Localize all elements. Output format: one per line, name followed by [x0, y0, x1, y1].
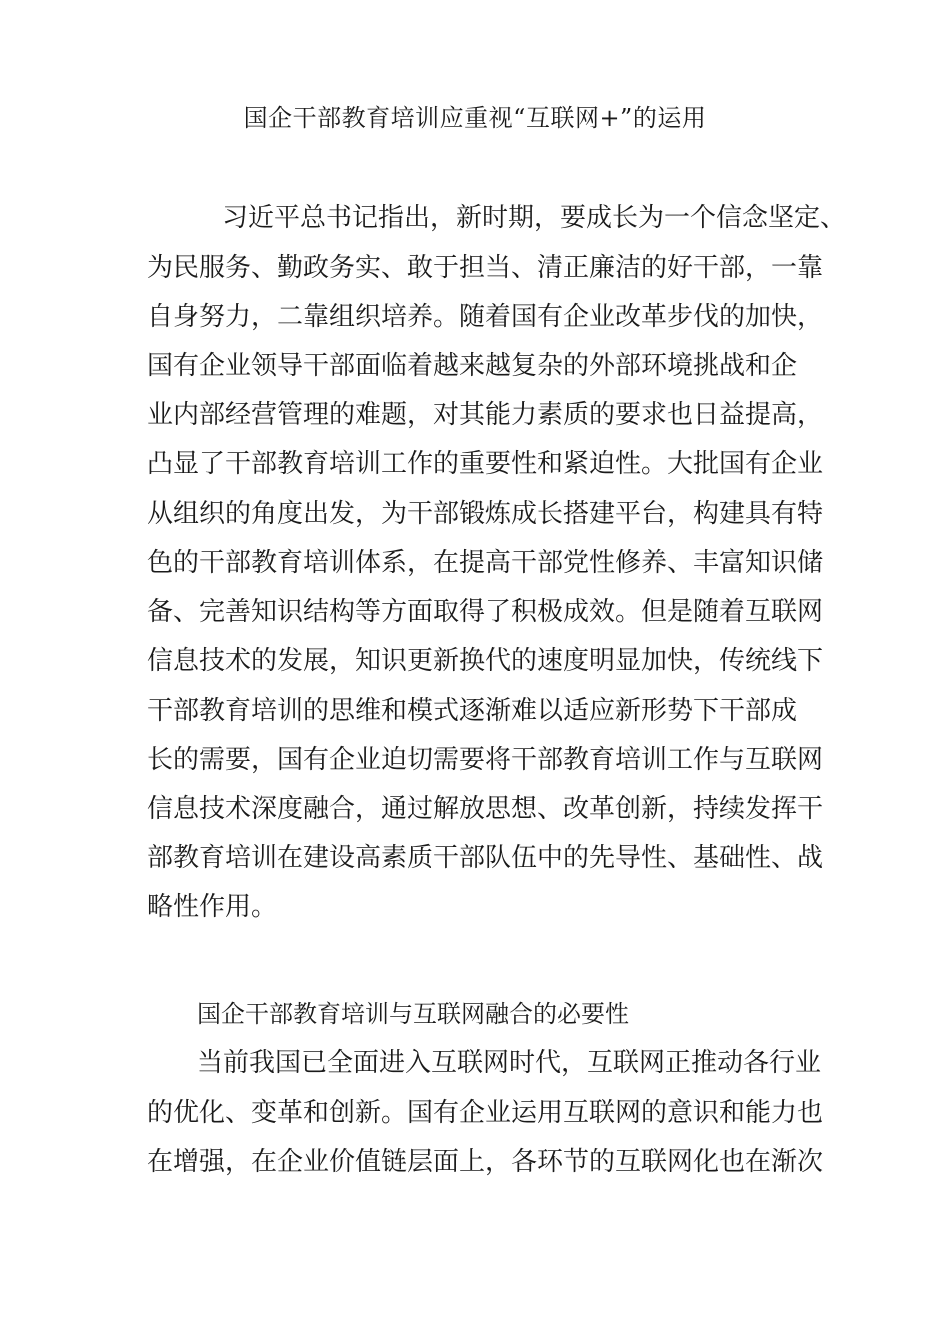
paragraph-line: 为民服务、勤政务实、敢于担当、清正廉洁的好干部，一靠 — [147, 253, 824, 283]
paragraph-line: 凸显了干部教育培训工作的重要性和紧迫性。大批国有企业 — [147, 449, 824, 479]
paragraph-line: 当前我国已全面进入互联网时代，互联网正推动各行业 — [197, 1048, 822, 1078]
paragraph-line: 信息技术深度融合，通过解放思想、改革创新，持续发挥干 — [147, 794, 824, 824]
paragraph-line: 从组织的角度出发，为干部锻炼成长搭建平台，构建具有特 — [147, 499, 824, 529]
paragraph-line: 的优化、变革和创新。国有企业运用互联网的意识和能力也 — [147, 1098, 824, 1128]
paragraph-line: 习近平总书记指出，新时期，要成长为一个信念坚定、 — [222, 203, 847, 233]
paragraph-line: 色的干部教育培训体系，在提高干部党性修养、丰富知识储 — [147, 548, 824, 578]
paragraph-line: 自身努力，二靠组织培养。随着国有企业改革步伐的加快， — [147, 302, 824, 332]
paragraph-line: 国有企业领导干部面临着越来越复杂的外部环境挑战和企 — [147, 351, 798, 381]
paragraph-line: 信息技术的发展，知识更新换代的速度明显加快，传统线下 — [147, 646, 824, 676]
paragraph-line: 略性作用。 — [147, 892, 278, 922]
document-title: 国企干部教育培训应重视“互联网+”的运用 — [243, 104, 707, 132]
paragraph-line: 长的需要，国有企业迫切需要将干部教育培训工作与互联网 — [147, 745, 824, 775]
section-heading: 国企干部教育培训与互联网融合的必要性 — [197, 1000, 629, 1028]
paragraph-line: 业内部经营管理的难题，对其能力素质的要求也日益提高， — [147, 400, 824, 430]
paragraph-line: 干部教育培训的思维和模式逐渐难以适应新形势下干部成 — [147, 696, 798, 726]
paragraph-line: 备、完善知识结构等方面取得了积极成效。但是随着互联网 — [147, 597, 824, 627]
paragraph-line: 部教育培训在建设高素质干部队伍中的先导性、基础性、战 — [147, 843, 824, 873]
paragraph-line: 在增强，在企业价值链层面上，各环节的互联网化也在渐次 — [147, 1147, 824, 1177]
